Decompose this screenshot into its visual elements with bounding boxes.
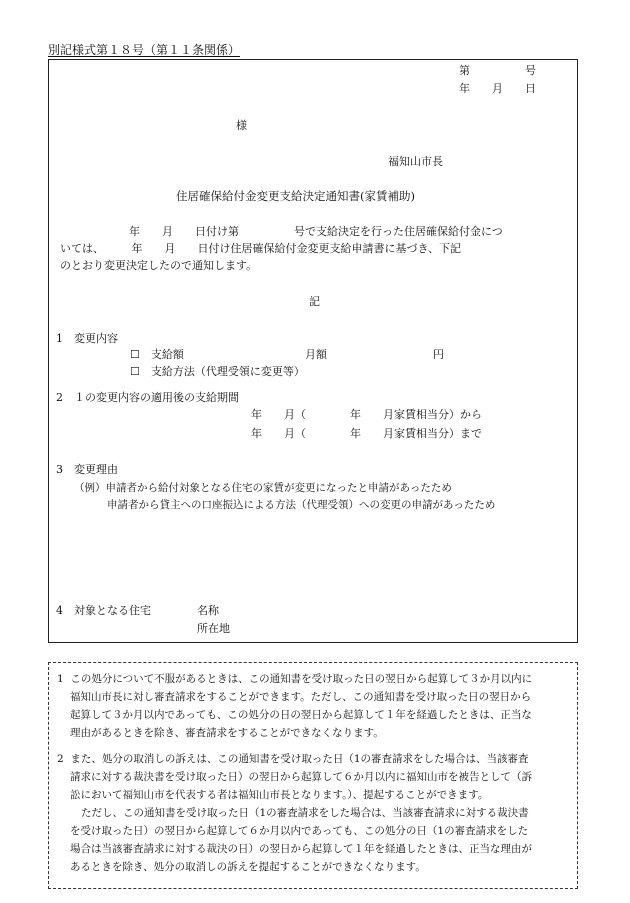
section4-heading: 4 対象となる住宅 [56, 604, 151, 617]
notice-para2-line7: あるときを除き、処分の取消しの訴えを提起することができなくなります。 [70, 861, 426, 873]
notice-para1-line2: 福知山市長に対し審査請求をすることができます。ただし、この通知書を受け取った日の翌日から [70, 691, 532, 703]
checkbox-payment-amount[interactable]: ☐ 支給額 [130, 348, 184, 361]
notice-para1-line3: 起算して３か月以内であっても、この処分の日の翌日から起算して１年を経過したときは、正当な [70, 709, 532, 721]
yen-label: 円 [433, 348, 444, 361]
issuer-name: 福知山市長 [388, 155, 443, 168]
form-caption: 別記様式第１８号（第１１条関係） [48, 43, 241, 57]
notice-para2-line3: 訟において福知山市を代表する者は福知山市長となります。）、提起することができます。 [70, 789, 489, 801]
section2-heading: 2 １の変更内容の適用後の支給期間 [56, 391, 239, 404]
body-line-1: 年 月 日付け第 号で支給決定を行った住居確保給付金につ [129, 225, 503, 238]
notice-para2-line6: 場合は当該審査請求に対する裁決の日）の翌日から起算して１年を経過したときは、正当な理由が [70, 843, 532, 855]
reason-example-2: 申請者から貸主への口座振込による方法（代理受領）への変更の申請があったため [107, 499, 496, 511]
section1-heading: 1 変更内容 [56, 332, 118, 345]
notice-para2-line1: 2 また、処分の取消しの訴えは、この通知書を受け取った日（1の審査請求をした場合は、当該審査 [57, 753, 529, 765]
monthly-amount-label: 月額 [305, 348, 327, 361]
ki-heading: 記 [309, 295, 320, 308]
housing-name-label: 名称 [197, 604, 219, 617]
period-from-line: 年 月（ 年 月家賃相当分）から [251, 408, 482, 421]
notice-para2-line2: 請求に対する裁決書を受け取った日）の翌日から起算して６か月以内に福知山市を被告として（訴 [70, 771, 532, 783]
notice-para1-line1: 1 この処分について不服があるときは、この通知書を受け取った日の翌日から起算して３か月以内に [57, 673, 533, 685]
document-number-label: 第 号 [459, 64, 536, 77]
notice-para2-line4: ただし、この通知書を受け取った日（1の審査請求をした場合は、当該審査請求に対する裁決書 [81, 807, 529, 819]
reason-example-1: （例）申請者から給付対象となる住宅の家賃が変更になったと申請があったため [74, 482, 452, 494]
section3-heading: 3 変更理由 [56, 463, 118, 476]
notice-para2-line5: を受け取った日）の翌日から起算して６か月以内であっても、この処分の日（1の審査請求をした [70, 825, 529, 837]
addressee-suffix: 様 [236, 119, 247, 132]
checkbox-payment-method[interactable]: ☐ 支給方法（代理受領に変更等） [130, 365, 305, 378]
document-date-label: 年 月 日 [459, 82, 536, 95]
period-to-line: 年 月（ 年 月家賃相当分）まで [251, 427, 482, 440]
notice-para1-line4: 理由があるときを除き、審査請求をすることができなくなります。 [70, 727, 384, 739]
document-title: 住居確保給付金変更支給決定通知書(家賃補助) [176, 189, 415, 203]
housing-address-label: 所在地 [197, 622, 230, 635]
body-line-2: いては、 年 月 日付け住居確保給付金変更支給申請書に基づき、下記 [60, 242, 462, 255]
body-line-3: のとおり変更決定したので通知します。 [60, 259, 258, 272]
